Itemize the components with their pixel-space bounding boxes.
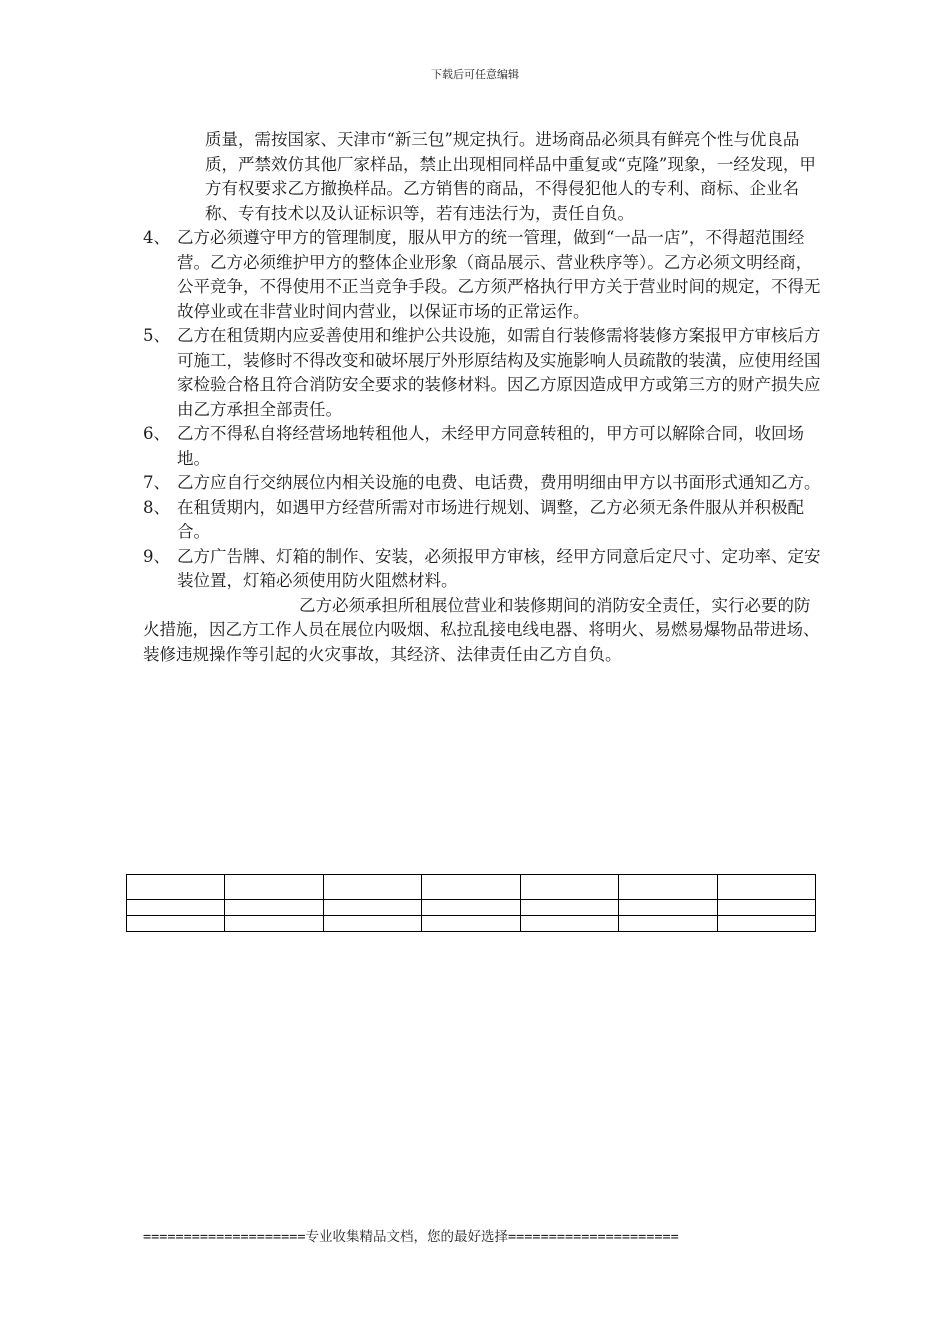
clause-item-4 (143, 226, 825, 324)
clause-text: 在租赁期内，如遇甲方经营所需对市场进行规划、调整，乙方必须无条件服从并积极配合。 (177, 497, 804, 541)
table-row (127, 875, 816, 900)
clause-number: 8、 (143, 497, 170, 517)
clause-number: 6、 (143, 424, 170, 443)
clause-item-9 (143, 545, 825, 594)
continuation-paragraph: 质量，需按国家、天津市“新三包”规定执行。进场商品必须具有鲜亮个性与优良品质，严禁效仿其他厂家样品，禁止出现相同样品中重复或“克隆”现象，一经发现，甲方有权要求乙方撤换样品。乙方销售的商品，不得侵犯他人的专利、商标、企业名称、专有技术以及认证标识等，若有违法行为，责任自负。 (205, 130, 816, 223)
closing-paragraph: 乙方必须承担所租展位营业和装修期间的消防安全责任，实行必要的防火措施，因乙方工作人员在展位内吸烟、私拉乱接电线电器、将明火、易燃易爆物品带进场、装修违规操作等引起的火灾事故，其经济、法律责任由乙方自负。 (143, 595, 820, 664)
clause-text: 乙方在租赁期内应妥善使用和维护公共设施，如需自行装修需将装修方案报甲方审核后方可施工，装修时不得改变和破坏展厅外形原结构及实施影响人员疏散的装潢，应使用经国家检验合格且符合消防安全要求的装修材料。因乙方原因造成甲方或第三方的财产损失应由乙方承担全部责任。 (177, 326, 821, 419)
clause-number: 7、 (143, 473, 170, 492)
table-cell (127, 900, 225, 916)
table-cell (619, 916, 717, 932)
table-row (127, 900, 816, 916)
clause-number: 5、 (143, 326, 170, 345)
table-cell (127, 916, 225, 932)
clause-text: 乙方应自行交纳展位内相关设施的电费、电话费，费用明细由甲方以书面形式通知乙方。 (177, 473, 821, 492)
clause-number: 4、 (143, 228, 170, 247)
clause-item-6 (143, 422, 825, 471)
table-cell (520, 916, 618, 932)
table-cell (422, 900, 520, 916)
table-cell (619, 900, 717, 916)
clause-item-8 (143, 496, 825, 545)
page-header: 下载后可任意编辑 (431, 68, 519, 81)
table-cell (520, 875, 618, 900)
clause-item-7 (143, 471, 825, 496)
page-footer: ====================专业收集精品文档，您的最好选择===================== (143, 1229, 679, 1245)
document-body (143, 128, 825, 667)
clause-item-5 (143, 324, 825, 422)
clause-text: 乙方不得私自将经营场地转租他人，未经甲方同意转租的，甲方可以解除合同，收回场地。 (177, 424, 804, 468)
table-cell (717, 875, 815, 900)
table-cell (127, 875, 225, 900)
table-row (127, 916, 816, 932)
table-cell (323, 875, 421, 900)
table-cell (619, 875, 717, 900)
table-cell (520, 900, 618, 916)
clause-number: 9、 (143, 546, 170, 566)
table-cell (422, 916, 520, 932)
table-cell (225, 916, 323, 932)
table-cell (717, 916, 815, 932)
table-cell (717, 900, 815, 916)
table-cell (225, 900, 323, 916)
clause-text: 乙方必须遵守甲方的管理制度，服从甲方的统一管理，做到“一品一店”，不得超范围经营。乙方必须维护甲方的整体企业形象（商品展示、营业秩序等）。乙方必须文明经商，公平竞争，不得使用不正当竞争手段。乙方须严格执行甲方关于营业时间的规定，不得无故停业或在非营业时间内营业，以保证市场的正常运作。 (177, 228, 821, 321)
blank-table (126, 874, 816, 932)
table-cell (225, 875, 323, 900)
table-cell (323, 900, 421, 916)
table-cell (422, 875, 520, 900)
table-cell (323, 916, 421, 932)
clause-text: 乙方广告牌、灯箱的制作、安装，必须报甲方审核，经甲方同意后定尺寸、定功率、定安装位置，灯箱必须使用防火阻燃材料。 (177, 546, 821, 590)
